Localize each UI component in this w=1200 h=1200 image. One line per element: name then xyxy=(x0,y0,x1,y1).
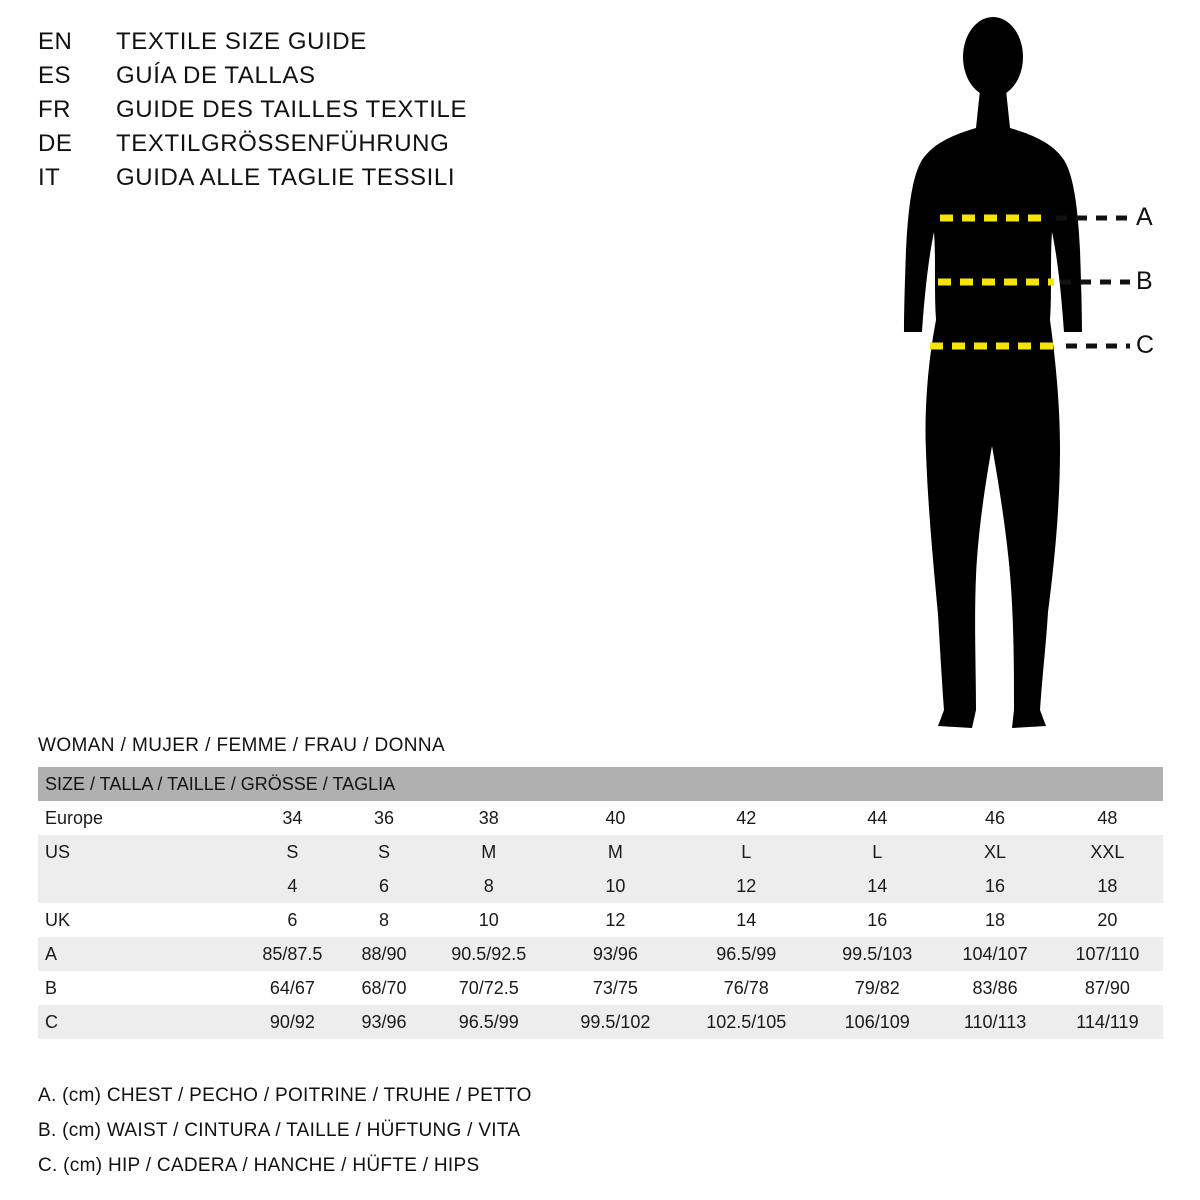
table-cell: 79/82 xyxy=(854,977,900,998)
table-header-label: SIZE / TALLA / TAILLE / GRÖSSE / TAGLIA xyxy=(45,773,396,794)
table-cell: 107/110 xyxy=(1075,943,1140,964)
table-cell: 96.5/99 xyxy=(458,1011,519,1032)
table-row xyxy=(38,869,1163,903)
table-cell: 12 xyxy=(605,909,626,930)
table-group-title: WOMAN / MUJER / FEMME / FRAU / DONNA xyxy=(38,735,446,756)
table-cell: 10 xyxy=(478,909,499,930)
table-cell: 38 xyxy=(478,807,499,828)
legend-line-a: A. (cm) CHEST / PECHO / POITRINE / TRUHE / PETTO xyxy=(38,1085,532,1106)
table-cell: 85/87.5 xyxy=(262,943,323,964)
table-cell: 64/67 xyxy=(269,977,315,998)
table-row xyxy=(38,801,1163,835)
female-body-figure xyxy=(860,10,1190,750)
title-row xyxy=(38,164,658,198)
legend-line-b: B. (cm) WAIST / CINTURA / TAILLE / HÜFTUNG / VITA xyxy=(38,1120,521,1141)
title-lang-code: FR xyxy=(38,96,71,123)
title-row xyxy=(38,130,658,164)
table-cell: 48 xyxy=(1097,807,1118,828)
row-label: B xyxy=(45,977,58,998)
table-cell: 8 xyxy=(379,909,390,930)
row-label: UK xyxy=(45,909,71,930)
measure-label-c: C xyxy=(1136,331,1155,359)
table-cell: 114/119 xyxy=(1076,1011,1139,1032)
table-row xyxy=(38,971,1163,1005)
table-cell: 16 xyxy=(867,909,888,930)
table-cell: 6 xyxy=(379,875,390,896)
table-header-row xyxy=(38,767,1163,801)
row-label xyxy=(38,869,240,903)
title-row xyxy=(38,62,658,96)
title-lang-code: EN xyxy=(38,28,73,55)
table-cell: 99.5/102 xyxy=(580,1011,651,1032)
table-cell: L xyxy=(741,841,752,862)
table-cell: 68/70 xyxy=(361,977,407,998)
table-cell: 34 xyxy=(282,807,303,828)
table-cell: S xyxy=(378,841,391,862)
table-cell: 36 xyxy=(374,807,395,828)
table-cell: 93/96 xyxy=(592,943,638,964)
title-text: TEXTILE SIZE GUIDE xyxy=(116,28,367,55)
table-cell: 20 xyxy=(1097,909,1118,930)
table-cell: 99.5/103 xyxy=(842,943,913,964)
table-cell: S xyxy=(286,841,299,862)
table-cell: 8 xyxy=(483,875,494,896)
table-cell: 106/109 xyxy=(844,1011,910,1032)
size-table-section xyxy=(38,735,1163,1039)
title-text: GUÍA DE TALLAS xyxy=(116,62,316,89)
table-cell: 10 xyxy=(605,875,626,896)
table-cell: 14 xyxy=(867,875,888,896)
table-cell: 16 xyxy=(985,875,1006,896)
table-cell: 12 xyxy=(736,875,757,896)
row-label: C xyxy=(45,1011,58,1032)
table-cell: L xyxy=(872,841,883,862)
table-cell: 73/75 xyxy=(592,977,638,998)
table-cell: 76/78 xyxy=(723,977,769,998)
table-cell: 88/90 xyxy=(361,943,407,964)
table-cell: 46 xyxy=(985,807,1006,828)
table-cell: 44 xyxy=(867,807,888,828)
measure-label-a: A xyxy=(1136,203,1153,231)
table-cell: 104/107 xyxy=(962,943,1028,964)
table-cell: 93/96 xyxy=(361,1011,407,1032)
table-cell: 90.5/92.5 xyxy=(451,943,527,964)
table-cell: 14 xyxy=(736,909,757,930)
row-label: Europe xyxy=(45,807,104,828)
table-cell: 18 xyxy=(985,909,1006,930)
table-cell: 70/72.5 xyxy=(458,977,519,998)
table-cell: M xyxy=(607,841,623,862)
title-row xyxy=(38,28,658,62)
table-cell: XXL xyxy=(1090,841,1125,862)
row-label: US xyxy=(45,841,71,862)
table-cell: 102.5/105 xyxy=(706,1011,787,1032)
title-row xyxy=(38,96,658,130)
measurement-legend xyxy=(38,1085,738,1190)
table-row xyxy=(38,937,1163,971)
table-cell: 83/86 xyxy=(972,977,1018,998)
table-row xyxy=(38,835,1163,869)
table-row xyxy=(38,1005,1163,1039)
table-cell: 90/92 xyxy=(269,1011,315,1032)
title-block xyxy=(38,28,658,198)
title-text: TEXTILGRÖSSENFÜHRUNG xyxy=(116,130,450,157)
table-cell: 96.5/99 xyxy=(716,943,777,964)
table-cell: 87/90 xyxy=(1084,977,1130,998)
table-cell: XL xyxy=(984,841,1007,862)
title-lang-code: IT xyxy=(38,164,61,191)
size-table xyxy=(38,767,1163,1039)
table-cell: 4 xyxy=(287,875,298,896)
table-cell: M xyxy=(481,841,497,862)
title-text: GUIDA ALLE TAGLIE TESSILI xyxy=(116,164,456,191)
title-lang-code: DE xyxy=(38,130,73,157)
table-cell: 110/113 xyxy=(963,1011,1027,1032)
table-cell: 40 xyxy=(605,807,626,828)
table-cell: 6 xyxy=(287,909,298,930)
title-text: GUIDE DES TAILLES TEXTILE xyxy=(116,96,468,123)
table-cell: 42 xyxy=(736,807,757,828)
legend-line-c: C. (cm) HIP / CADERA / HANCHE / HÜFTE / HIPS xyxy=(38,1155,480,1176)
table-cell: 18 xyxy=(1097,875,1118,896)
body-silhouette-icon xyxy=(860,10,1190,750)
measure-label-b: B xyxy=(1136,267,1153,295)
row-label: A xyxy=(45,943,58,964)
table-row xyxy=(38,903,1163,937)
title-lang-code: ES xyxy=(38,62,72,89)
